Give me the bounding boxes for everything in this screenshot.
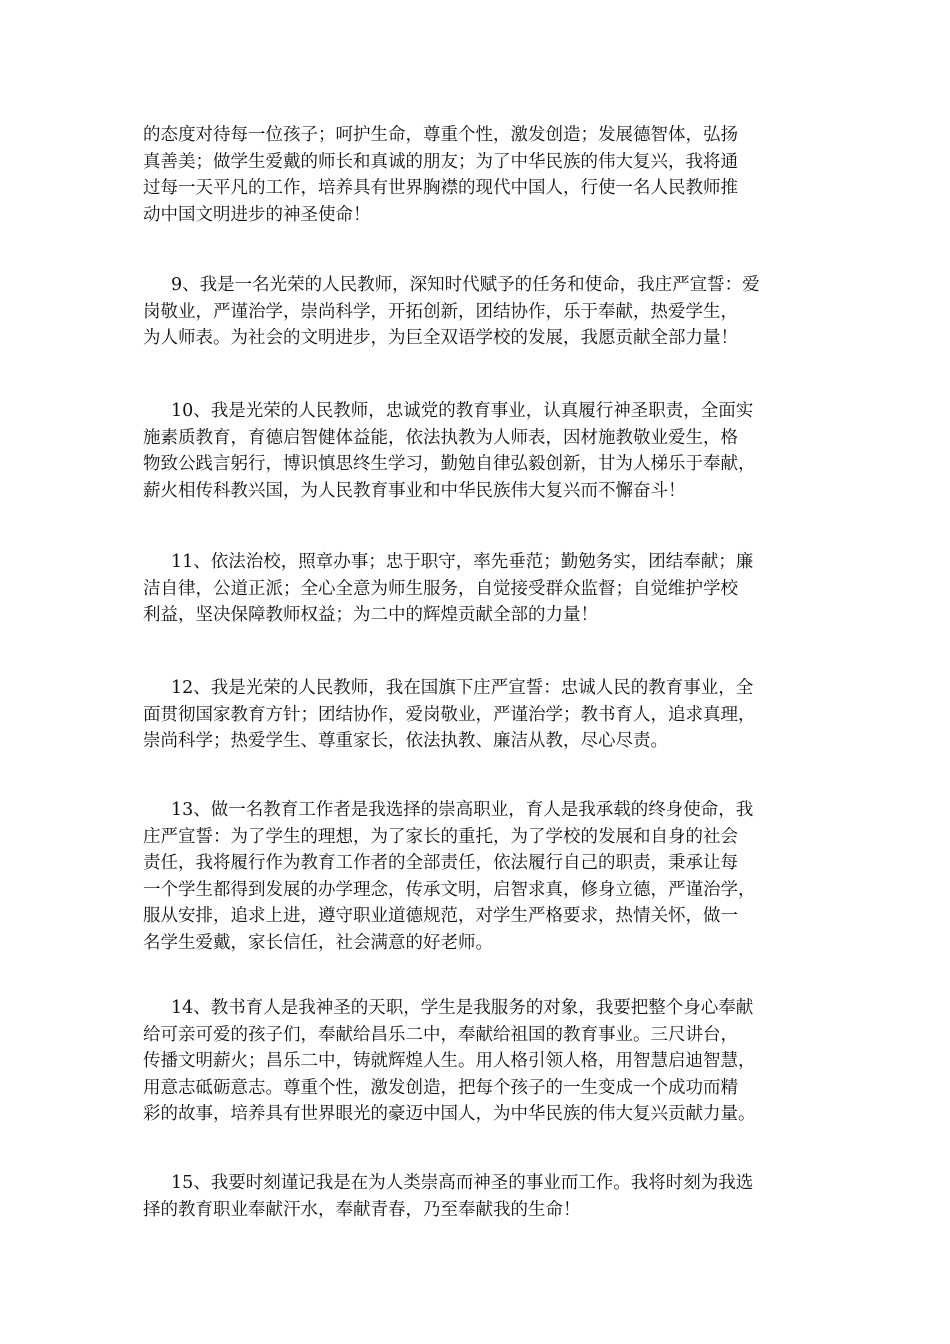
text-line: 给可亲可爱的孩子们，奉献给昌乐二中，奉献给祖国的教育事业。三尺讲台， — [143, 1024, 738, 1045]
text-line: 崇尚科学；热爱学生、尊重家长，依法执教、廉洁从教，尽心尽责。 — [143, 731, 668, 751]
text-line: 利益，坚决保障教师权益；为二中的辉煌贡献全部的力量！ — [143, 605, 598, 625]
text-line: 真善美；做学生爱戴的师长和真诚的朋友；为了中华民族的伟大复兴，我将通 — [143, 151, 738, 172]
text-line: 12、我是光荣的人民教师，我在国旗下庄严宣誓：忠诚人民的教育事业，全 — [171, 678, 754, 698]
text-line: 9、我是一名光荣的人民教师，深知时代赋予的任务和使命，我庄严宣誓：爱 — [171, 275, 760, 295]
text-line: 11、依法治校，照章办事；忠于职守，率先垂范；勤勉务实，团结奉献；廉 — [171, 552, 754, 572]
paragraph-oath-15 — [143, 1170, 823, 1223]
text-line: 物致公践言躬行，博识慎思终生学习，勤勉自律弘毅创新，甘为人梯乐于奉献， — [143, 454, 756, 474]
text-line: 过每一天平凡的工作，培养具有世界胸襟的现代中国人，行使一名人民教师推 — [143, 178, 738, 198]
text-line: 责任，我将履行作为教育工作者的全部责任，依法履行自己的职责，秉承让每 — [143, 853, 738, 873]
text-line: 彩的故事，培养具有世界眼光的豪迈中国人，为中华民族的伟大复兴贡献力量。 — [143, 1104, 756, 1124]
text-line: 用意志砥砺意志。尊重个性，激发创造，把每个孩子的一生变成一个成功而精 — [143, 1077, 738, 1098]
paragraph-oath-14 — [143, 995, 823, 1128]
text-line: 为人师表。为社会的文明进步，为巨全双语学校的发展，我愿贡献全部力量！ — [143, 328, 738, 348]
text-line: 传播文明薪火；昌乐二中，铸就辉煌人生。用人格引领人格，用智慧启迪智慧， — [143, 1051, 756, 1071]
text-line: 岗敬业，严谨治学，崇尚科学，开拓创新，团结协作，乐于奉献，热爱学生， — [143, 301, 738, 322]
text-line: 施素质教育，育德启智健体益能，依法执教为人师表，因材施教敬业爱生，格 — [143, 427, 738, 448]
text-line: 择的教育职业奉献汗水，奉献青春，乃至奉献我的生命！ — [143, 1199, 581, 1220]
text-line: 一个学生都得到发展的办学理念，传承文明，启智求真，修身立德，严谨治学， — [143, 879, 756, 900]
text-line: 10、我是光荣的人民教师，忠诚党的教育事业，认真履行神圣职责，全面实 — [171, 401, 754, 421]
text-line: 庄严宣誓：为了学生的理想，为了家长的重托，为了学校的发展和自身的社会 — [143, 826, 738, 847]
paragraph-oath-10 — [143, 398, 823, 504]
text-line: 14、教书育人是我神圣的天职，学生是我服务的对象，我要把整个身心奉献 — [171, 998, 754, 1018]
paragraph-continuation — [143, 122, 823, 228]
text-line: 的态度对待每一位孩子；呵护生命，尊重个性，激发创造；发展德智体，弘扬 — [143, 125, 738, 145]
text-line: 薪火相传科教兴国，为人民教育事业和中华民族伟大复兴而不懈奋斗！ — [143, 480, 686, 501]
paragraph-oath-11 — [143, 549, 823, 629]
text-line: 动中国文明进步的神圣使命！ — [143, 204, 371, 225]
text-line: 洁自律，公道正派；全心全意为师生服务，自觉接受群众监督；自觉维护学校 — [143, 578, 738, 599]
text-line: 服从安排，追求上进，遵守职业道德规范，对学生严格要求，热情关怀，做一 — [143, 906, 738, 926]
paragraph-oath-9 — [143, 272, 823, 352]
paragraph-oath-13 — [143, 797, 823, 956]
text-line: 面贯彻国家教育方针；团结协作，爱岗敬业，严谨治学；教书育人，追求真理， — [143, 704, 756, 725]
text-line: 名学生爱戴，家长信任，社会满意的好老师。 — [143, 932, 493, 953]
text-line: 13、做一名教育工作者是我选择的崇高职业，育人是我承载的终身使命，我 — [171, 800, 754, 820]
text-line: 15、我要时刻谨记我是在为人类崇高而神圣的事业而工作。我将时刻为我选 — [171, 1173, 754, 1193]
paragraph-oath-12 — [143, 675, 823, 755]
